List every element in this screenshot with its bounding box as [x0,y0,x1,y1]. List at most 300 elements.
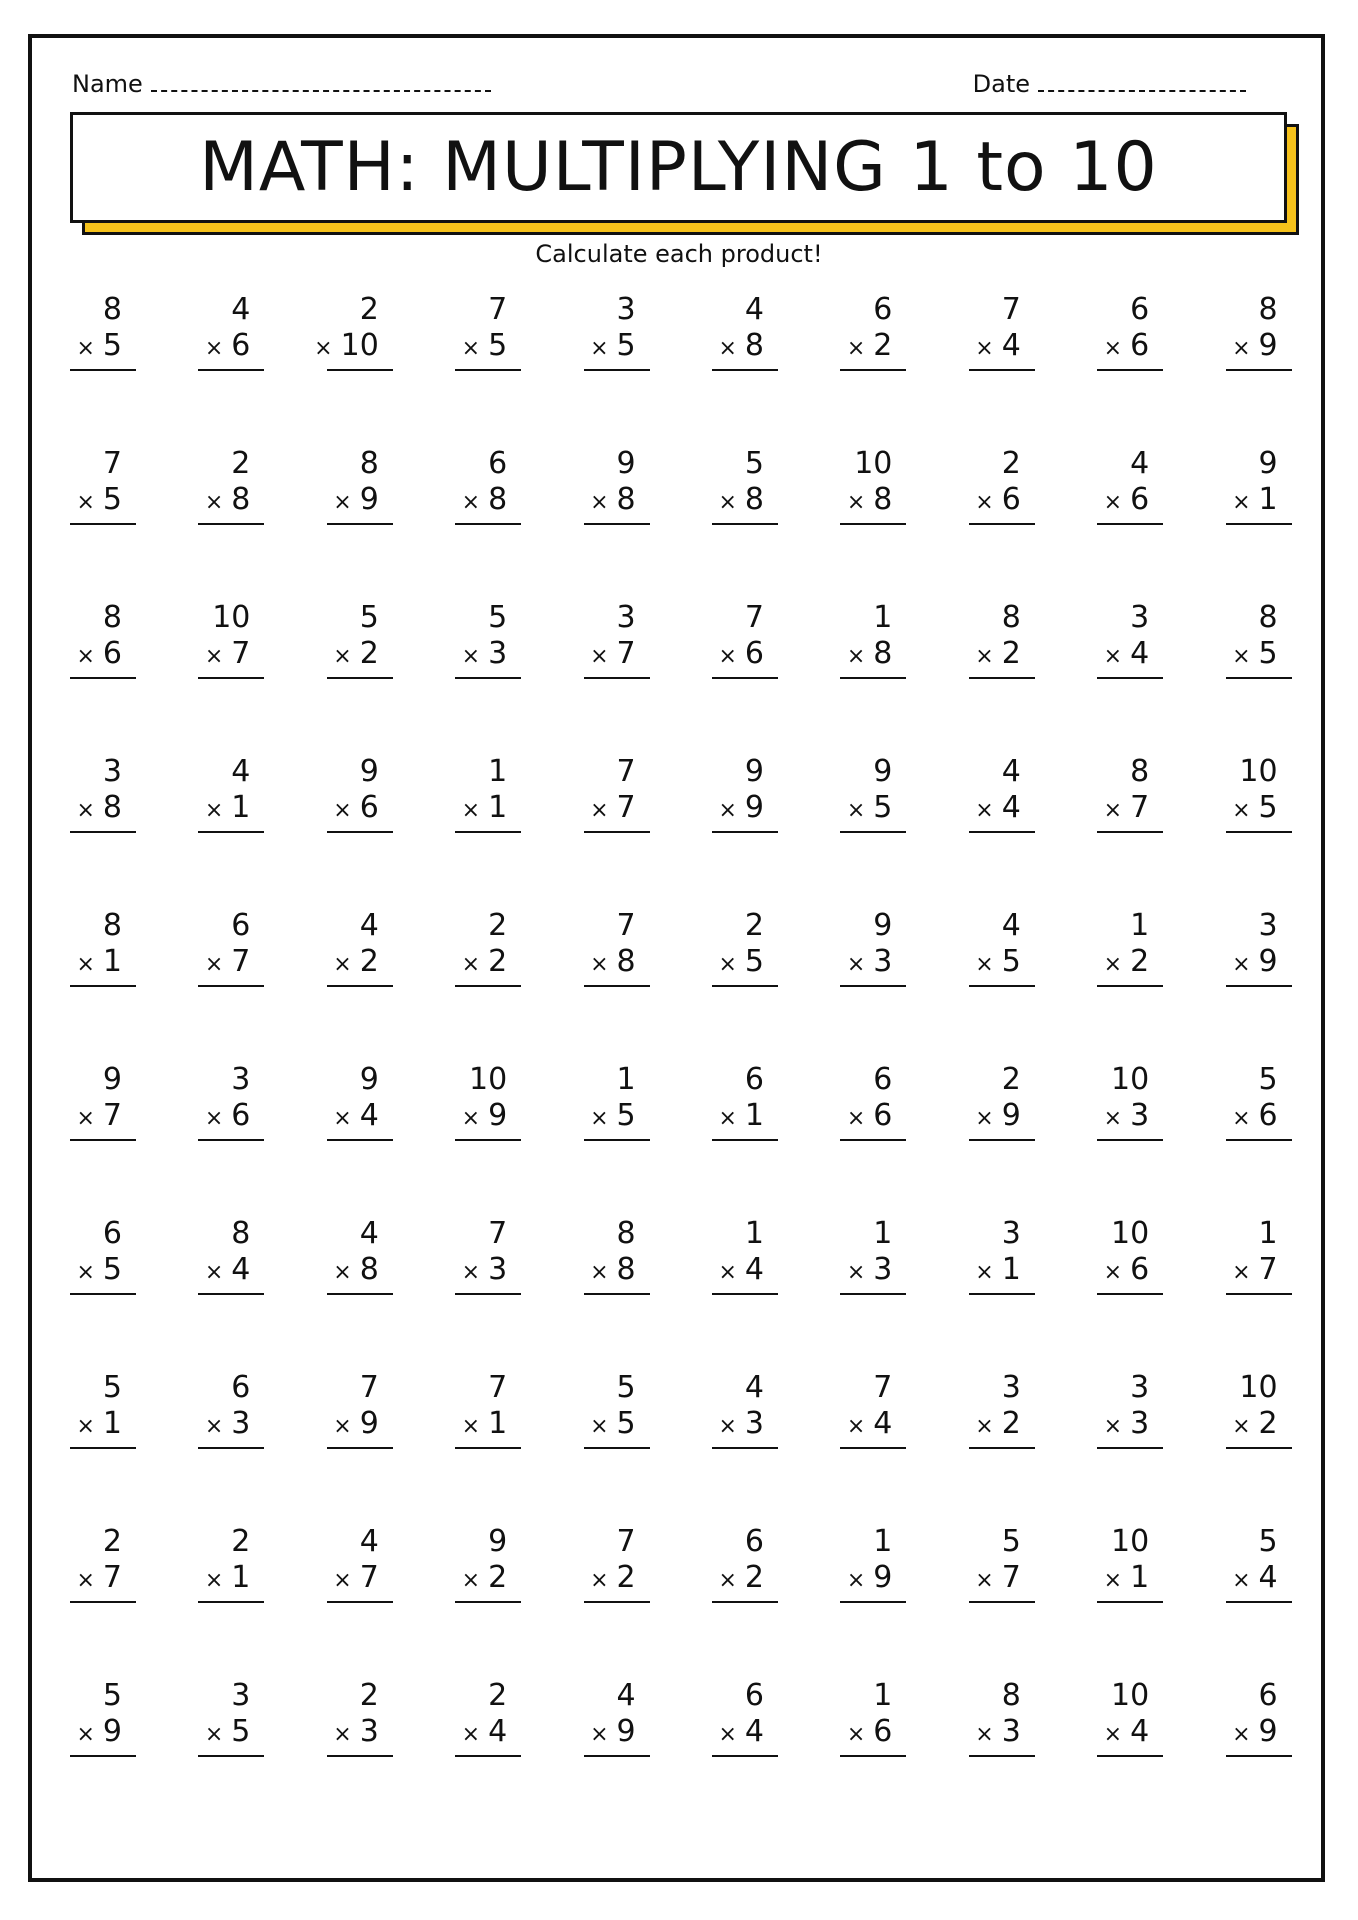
times-operator: × [846,336,866,361]
multiplication-problem [1097,600,1163,680]
multiplication-problem [584,1216,650,1296]
times-operator: × [718,1414,737,1439]
times-operator: × [975,490,994,515]
multiplier: 8 [231,482,251,517]
multiplier-line [969,1252,1035,1295]
times-operator: × [718,490,737,515]
multiplicand: 6 [102,1216,122,1251]
multiplication-problem [584,908,650,988]
multiplication-problem [584,446,650,526]
multiplier: 4 [1258,1560,1278,1595]
multiplier: 6 [231,1098,251,1133]
times-operator: × [333,1568,352,1593]
multiplicand: 3 [1001,1216,1021,1251]
times-operator: × [76,1568,95,1593]
multiplier-line [712,1098,778,1141]
times-operator: × [314,336,333,361]
multiplier: 1 [231,790,251,825]
multiplication-problem [969,1678,1035,1758]
multiplier: 6 [873,1098,893,1133]
multiplier-line [198,1406,264,1449]
multiplier: 4 [1130,636,1150,671]
multiplier: 2 [359,944,379,979]
multiplier: 9 [359,482,379,517]
times-operator: × [975,1568,994,1593]
multiplication-problem [198,446,264,526]
times-operator: × [718,336,737,361]
multiplier-line [584,482,650,525]
multiplier-line [455,944,521,987]
multiplication-problem [969,292,1035,372]
times-operator: × [76,644,95,669]
problem-row [70,1524,1290,1678]
multiplication-problem [455,908,521,988]
multiplier-line [969,1406,1035,1449]
multiplication-problem [455,600,521,680]
multiplier-line [198,1714,264,1757]
multiplier: 4 [488,1714,508,1749]
multiplier: 2 [1001,636,1021,671]
multiplicand: 3 [1130,600,1150,635]
problem-row [70,600,1290,754]
multiplier-line [70,636,136,679]
multiplier: 7 [1258,1252,1278,1287]
times-operator: × [1103,644,1123,669]
multiplier: 7 [1130,790,1150,825]
multiplication-problem [1226,446,1292,526]
multiplication-problem [198,600,264,680]
multiplication-problem [584,292,650,372]
multiplication-problem [712,754,778,834]
times-operator: × [333,1260,352,1285]
multiplicand: 4 [359,1216,379,1251]
problem-row [70,1370,1290,1524]
multiplier: 10 [340,328,379,363]
multiplier-line [584,1714,650,1757]
multiplication-problem [969,1524,1035,1604]
multiplicand: 4 [744,292,764,327]
multiplicand: 8 [616,1216,636,1251]
times-operator: × [333,1106,352,1131]
multiplier-line [1097,944,1163,987]
multiplicand: 8 [1258,292,1278,327]
multiplier: 7 [359,1560,379,1595]
problem-row [70,1216,1290,1370]
multiplier: 5 [102,482,122,517]
times-operator: × [975,644,994,669]
multiplier-line [198,944,264,987]
multiplication-problem [70,908,136,988]
multiplicand: 4 [359,1524,379,1559]
multiplier: 9 [488,1098,508,1133]
multiplication-problem [1097,908,1163,988]
multiplier-line [1097,1252,1163,1295]
times-operator: × [718,1722,737,1747]
multiplier-line [584,1252,650,1295]
multiplicand: 3 [1001,1370,1021,1405]
problem-row [70,1062,1290,1216]
multiplication-problem [840,1678,906,1758]
times-operator: × [590,336,609,361]
multiplier: 8 [873,636,893,671]
multiplier: 8 [102,790,122,825]
multiplier-line [1097,1406,1163,1449]
multiplication-problem [1226,1678,1292,1758]
multiplication-problem [1097,1216,1163,1296]
multiplicand: 5 [359,600,379,635]
multiplication-problem [969,1062,1035,1142]
multiplication-problem [327,1370,393,1450]
multiplier-line [198,790,264,833]
multiplicand: 4 [359,908,379,943]
multiplier: 7 [1001,1560,1021,1595]
multiplier: 3 [744,1406,764,1441]
multiplier-line [455,1714,521,1757]
times-operator: × [1103,1568,1123,1593]
multiplicand: 8 [102,600,122,635]
name-blank-line[interactable] [151,72,491,92]
multiplier-line [1226,482,1292,525]
multiplier-line [712,482,778,525]
times-operator: × [461,1722,481,1747]
multiplication-problem [969,600,1035,680]
multiplier: 8 [616,1252,636,1287]
multiplicand: 7 [744,600,764,635]
times-operator: × [718,644,737,669]
times-operator: × [1232,798,1251,823]
multiplicand: 10 [1111,1524,1150,1559]
multiplication-problem [969,1370,1035,1450]
multiplicand: 1 [873,1216,893,1251]
multiplication-problem [840,292,906,372]
multiplier: 7 [102,1098,122,1133]
multiplier: 5 [1258,790,1278,825]
multiplicand: 7 [359,1370,379,1405]
multiplier: 2 [1258,1406,1278,1441]
times-operator: × [461,336,481,361]
multiplier-line [712,1252,778,1295]
title-banner [70,112,1287,223]
multiplier-line [198,1252,264,1295]
multiplicand: 9 [488,1524,508,1559]
multiplier: 5 [616,1098,636,1133]
multiplier-line [969,1714,1035,1757]
multiplier-line [969,944,1035,987]
multiplier-line [455,1406,521,1449]
multiplier: 1 [1001,1252,1021,1287]
times-operator: × [975,952,994,977]
multiplier: 8 [744,328,764,363]
multiplier: 5 [616,328,636,363]
multiplier: 3 [488,636,508,671]
multiplier-line [455,1252,521,1295]
multiplication-problem [840,1370,906,1450]
multiplicand: 1 [873,600,893,635]
multiplier-line [584,636,650,679]
times-operator: × [1232,490,1251,515]
multiplicand: 10 [854,446,893,481]
times-operator: × [1232,1260,1251,1285]
multiplier-line [1097,482,1163,525]
times-operator: × [718,1106,737,1131]
times-operator: × [718,798,737,823]
multiplier-line [455,1098,521,1141]
times-operator: × [975,1414,994,1439]
multiplier: 9 [1258,328,1278,363]
times-operator: × [846,1260,866,1285]
multiplicand: 3 [1130,1370,1150,1405]
multiplication-problem [198,292,264,372]
times-operator: × [1232,1414,1251,1439]
multiplier-line [455,328,521,371]
multiplication-problem [455,754,521,834]
multiplication-problem [455,1524,521,1604]
multiplier: 7 [231,944,251,979]
times-operator: × [846,1106,866,1131]
times-operator: × [333,644,352,669]
multiplier: 9 [744,790,764,825]
multiplier-line [314,328,393,371]
multiplication-problem [840,446,906,526]
multiplicand: 6 [231,1370,251,1405]
multiplier: 6 [1130,482,1150,517]
multiplier-line [840,1560,906,1603]
multiplier-line [1097,790,1163,833]
multiplier-line [840,944,906,987]
multiplier-line [584,1406,650,1449]
multiplicand: 5 [616,1370,636,1405]
multiplier-line [840,1252,906,1295]
multiplier: 3 [1130,1406,1150,1441]
multiplier: 4 [873,1406,893,1441]
multiplication-problem [70,446,136,526]
multiplicand: 7 [488,292,508,327]
multiplication-problem [712,600,778,680]
multiplier-line [840,1406,906,1449]
multiplicand: 8 [231,1216,251,1251]
problem-row [70,754,1290,908]
multiplicand: 7 [1001,292,1021,327]
multiplier: 6 [873,1714,893,1749]
date-blank-line[interactable] [1038,72,1246,92]
multiplier-line [1097,1560,1163,1603]
multiplication-problem [712,446,778,526]
multiplication-problem [327,908,393,988]
multiplicand: 9 [359,754,379,789]
times-operator: × [461,1106,481,1131]
multiplication-problem [327,1062,393,1142]
multiplier-line [70,328,136,371]
multiplicand: 4 [616,1678,636,1713]
multiplication-problem [840,908,906,988]
multiplicand: 5 [1258,1062,1278,1097]
times-operator: × [590,952,609,977]
name-field[interactable] [72,70,491,98]
multiplication-problem [327,1678,393,1758]
multiplicand: 6 [744,1678,764,1713]
times-operator: × [333,952,352,977]
multiplication-problem [70,754,136,834]
multiplier-line [1226,790,1292,833]
multiplicand: 1 [744,1216,764,1251]
multiplicand: 5 [1258,1524,1278,1559]
times-operator: × [76,1260,95,1285]
multiplicand: 10 [1239,1370,1278,1405]
multiplier: 9 [1001,1098,1021,1133]
multiplication-problem [584,754,650,834]
date-field[interactable] [973,70,1246,98]
multiplicand: 6 [488,446,508,481]
multiplicand: 2 [744,908,764,943]
multiplication-problem [1226,1370,1292,1450]
multiplication-problem [198,754,264,834]
multiplier-line [327,482,393,525]
multiplication-problem [1097,1678,1163,1758]
problem-row [70,446,1290,600]
page-title: MATH: MULTIPLYING 1 to 10 [199,128,1158,207]
multiplicand: 1 [1130,908,1150,943]
multiplication-problem [327,600,393,680]
times-operator: × [1232,1568,1251,1593]
multiplication-problem [1226,1062,1292,1142]
multiplier-line [1226,1098,1292,1141]
multiplicand: 8 [1130,754,1150,789]
multiplicand: 6 [873,1062,893,1097]
multiplier: 7 [616,790,636,825]
times-operator: × [975,336,994,361]
multiplication-problem [1097,1524,1163,1604]
multiplier-line [840,482,906,525]
times-operator: × [204,336,224,361]
multiplication-problem [712,1216,778,1296]
times-operator: × [846,952,866,977]
multiplier: 8 [359,1252,379,1287]
multiplier: 1 [1258,482,1278,517]
times-operator: × [846,490,866,515]
times-operator: × [76,952,95,977]
multiplication-problem [969,446,1035,526]
multiplier-line [969,1560,1035,1603]
multiplicand: 6 [744,1062,764,1097]
multiplier-line [1226,636,1292,679]
multiplier: 6 [744,636,764,671]
multiplier: 6 [102,636,122,671]
times-operator: × [461,952,481,977]
multiplier: 5 [873,790,893,825]
multiplicand: 2 [231,446,251,481]
multiplier-line [1226,1252,1292,1295]
times-operator: × [76,1106,95,1131]
times-operator: × [1103,490,1123,515]
multiplier-line [455,1560,521,1603]
multiplicand: 9 [359,1062,379,1097]
multiplicand: 10 [1111,1678,1150,1713]
multiplicand: 7 [102,446,122,481]
times-operator: × [333,490,352,515]
multiplication-problem [70,1370,136,1450]
multiplier: 6 [359,790,379,825]
times-operator: × [1103,1722,1123,1747]
times-operator: × [1103,952,1123,977]
problem-grid [70,292,1290,1832]
multiplier-line [327,1098,393,1141]
multiplier: 8 [616,482,636,517]
multiplicand: 7 [873,1370,893,1405]
multiplier-line [1226,1406,1292,1449]
times-operator: × [76,490,95,515]
multiplier: 4 [1001,328,1021,363]
times-operator: × [461,1260,481,1285]
multiplier-line [840,636,906,679]
multiplication-problem [712,1524,778,1604]
times-operator: × [1232,336,1251,361]
multiplication-problem [327,754,393,834]
multiplier: 7 [231,636,251,671]
multiplicand: 6 [1258,1678,1278,1713]
multiplier-line [70,1098,136,1141]
multiplication-problem [969,908,1035,988]
times-operator: × [590,798,609,823]
multiplication-problem [198,1216,264,1296]
times-operator: × [204,1414,224,1439]
multiplier-line [712,1560,778,1603]
multiplier: 6 [1130,328,1150,363]
multiplication-problem [584,1370,650,1450]
multiplier-line [70,1560,136,1603]
multiplication-problem [70,1678,136,1758]
multiplication-problem [455,292,521,372]
multiplier: 4 [744,1252,764,1287]
multiplicand: 2 [359,292,379,327]
times-operator: × [846,1414,866,1439]
multiplier-line [584,328,650,371]
multiplication-problem [455,1678,521,1758]
multiplicand: 9 [102,1062,122,1097]
multiplicand: 5 [744,446,764,481]
multiplication-problem [327,446,393,526]
multiplicand: 2 [102,1524,122,1559]
multiplication-problem [712,292,778,372]
multiplier-line [1097,1098,1163,1141]
problem-row [70,1678,1290,1832]
multiplication-problem [198,1062,264,1142]
multiplier: 5 [488,328,508,363]
multiplicand: 1 [873,1678,893,1713]
multiplicand: 2 [1001,1062,1021,1097]
multiplier: 5 [1258,636,1278,671]
multiplication-problem [712,1678,778,1758]
multiplication-problem [1097,446,1163,526]
times-operator: × [1232,1722,1251,1747]
multiplier-line [327,790,393,833]
multiplication-problem [584,1062,650,1142]
times-operator: × [204,1568,224,1593]
multiplication-problem [840,754,906,834]
multiplicand: 4 [231,292,251,327]
multiplier: 7 [616,636,636,671]
times-operator: × [204,952,224,977]
multiplier: 2 [744,1560,764,1595]
multiplier-line [455,482,521,525]
multiplier: 2 [488,1560,508,1595]
name-label: Name [72,70,143,98]
multiplicand: 8 [1258,600,1278,635]
multiplication-problem [584,600,650,680]
multiplier: 6 [1258,1098,1278,1133]
multiplier: 7 [102,1560,122,1595]
multiplier: 2 [873,328,893,363]
multiplier: 6 [231,328,251,363]
